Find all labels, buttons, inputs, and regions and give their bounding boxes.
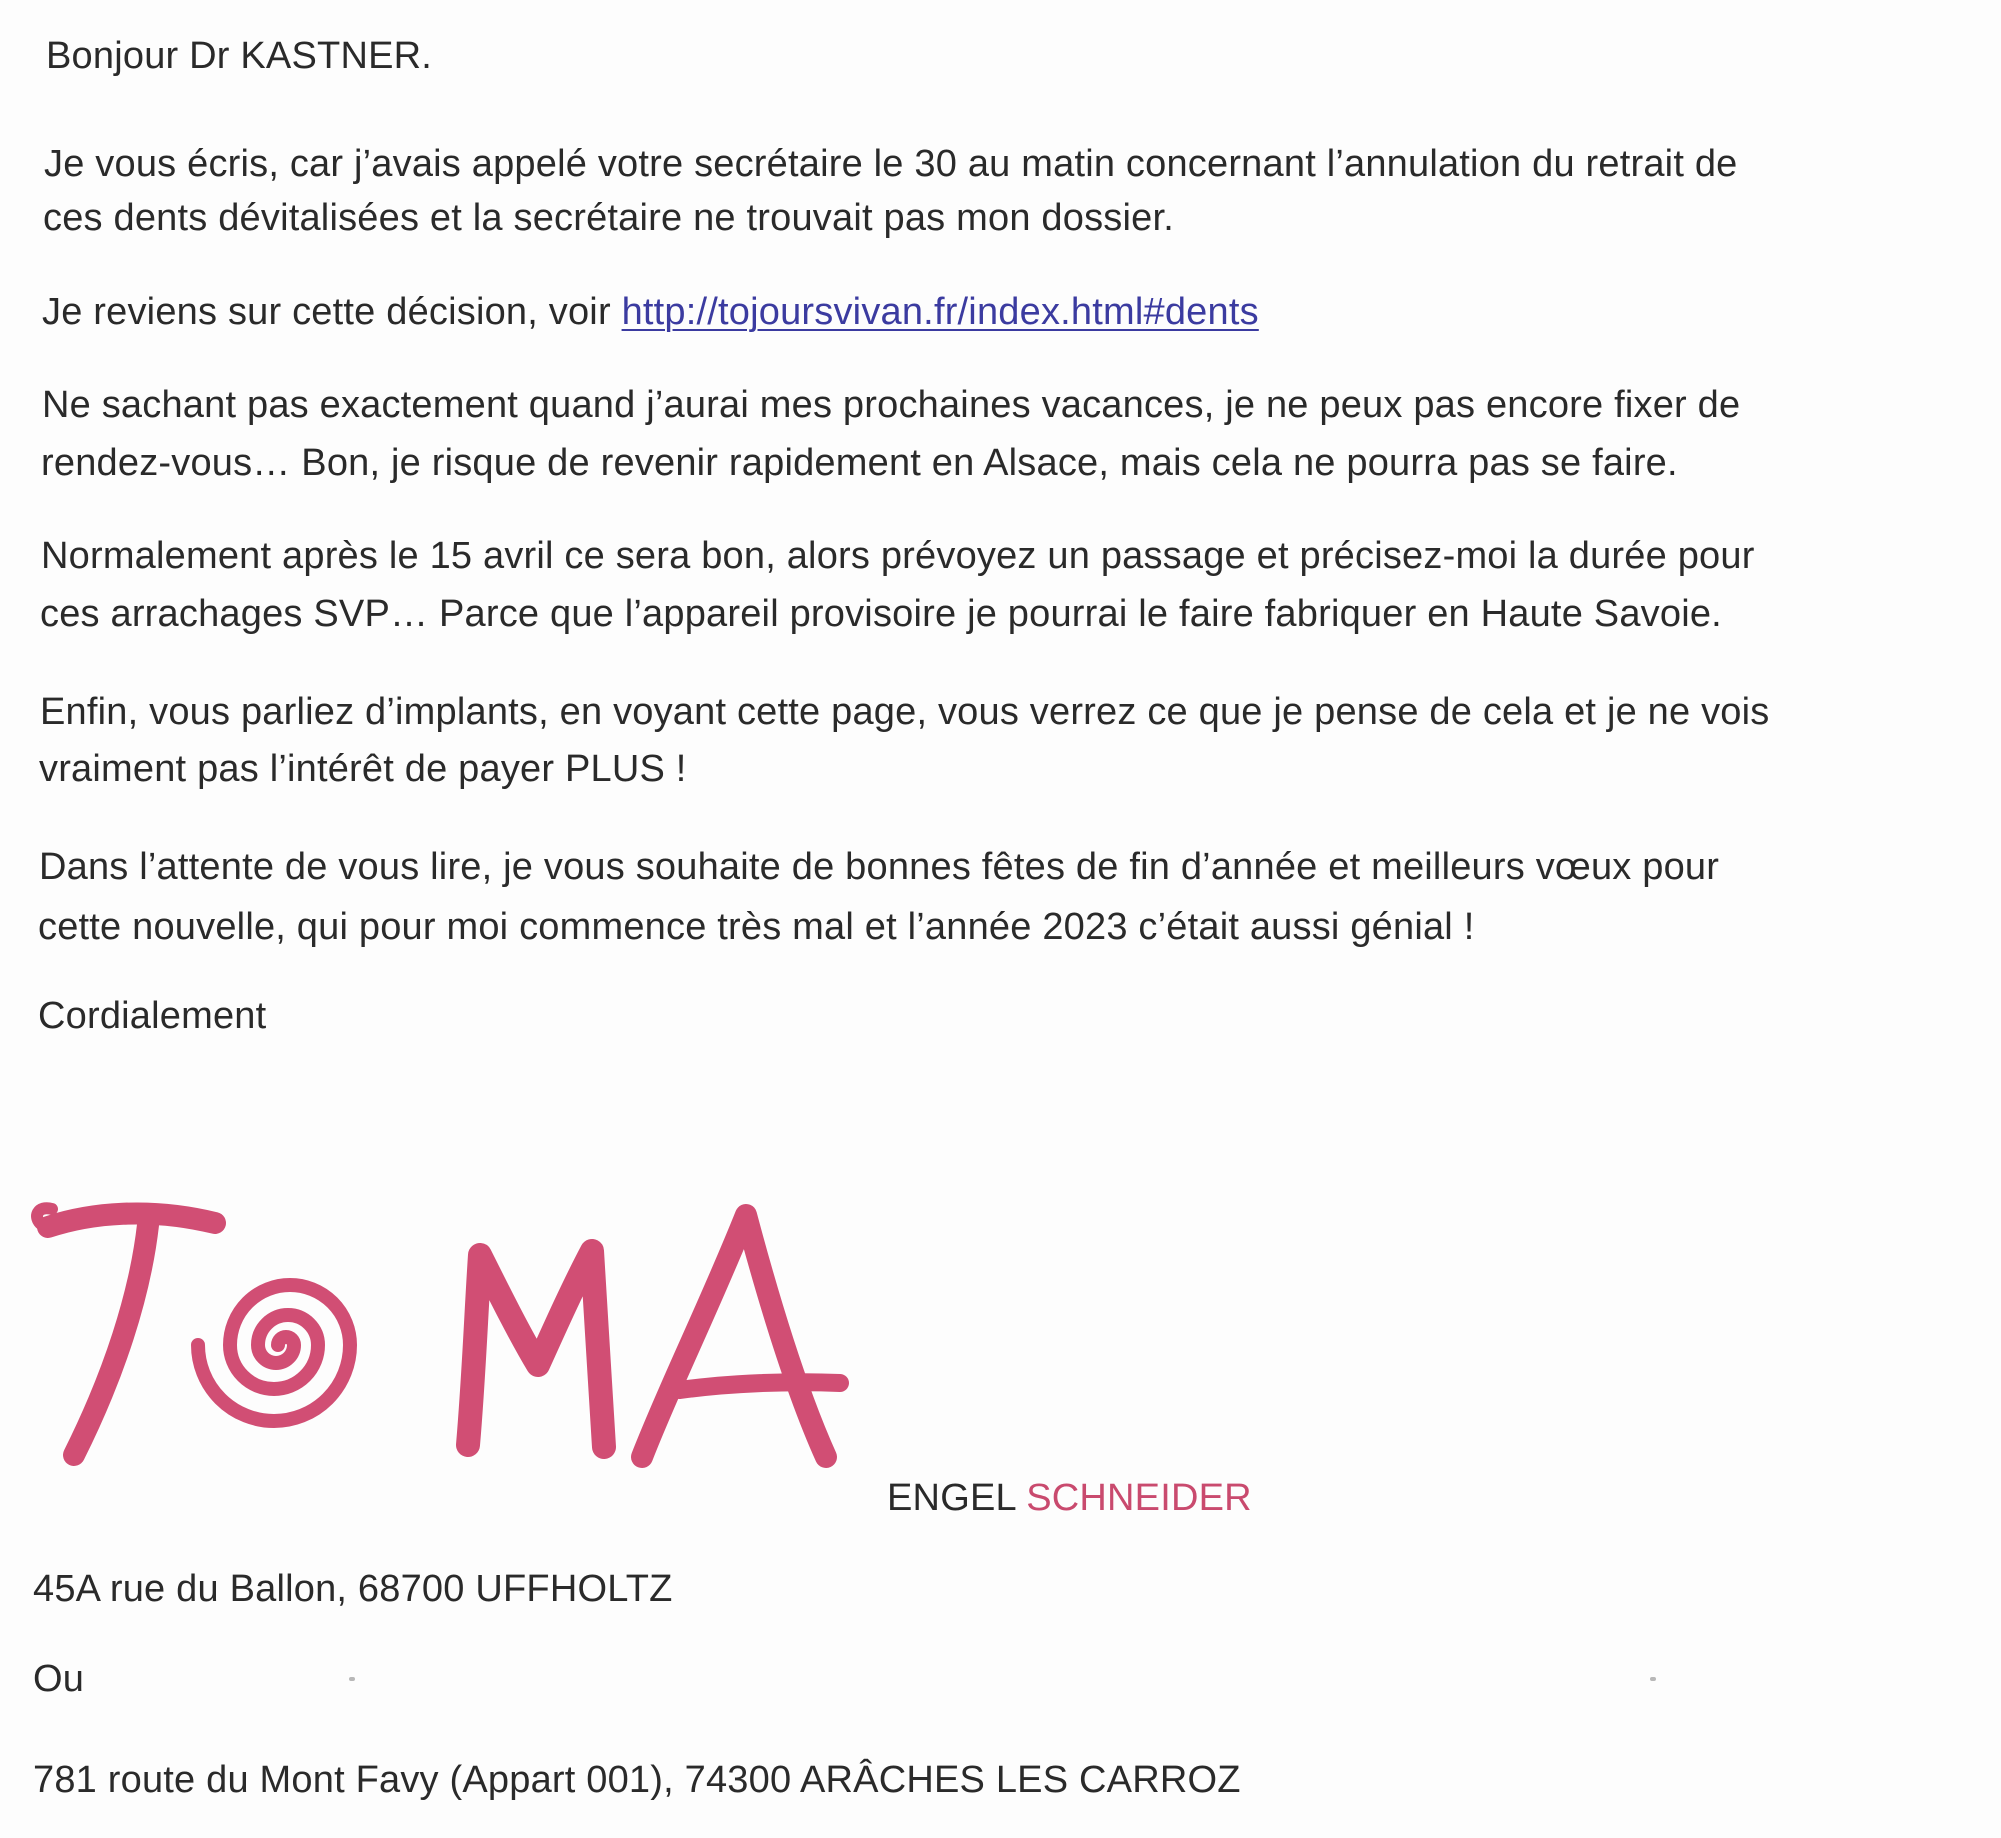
toma-spiral-logo-icon [30,1195,850,1495]
paragraph-3-line-2: rendez-vous… Bon, je risque de revenir rapidement en Alsace, mais cela ne pourra pas se faire. [41,442,1678,484]
closing: Cordialement [38,995,267,1037]
paragraph-3-line-1: Ne sachant pas exactement quand j’aurai mes prochaines vacances, je ne peux pas encore fixer de [42,384,1741,426]
signature-first-name: ENGEL [887,1477,1016,1519]
signature-last-name: SCHNEIDER [1026,1477,1252,1519]
address-separator: Ou [33,1658,85,1700]
paragraph-4-line-1: Normalement après le 15 avril ce sera bon, alors prévoyez un passage et précisez-moi la durée pour [41,535,1755,577]
paragraph-6-line-1: Dans l’attente de vous lire, je vous souhaite de bonnes fêtes de fin d’année et meilleurs vœux pour [39,846,1720,888]
paragraph-6-line-2: cette nouvelle, qui pour moi commence très mal et l’année 2023 c’était aussi génial ! [38,906,1475,948]
scan-speck [1650,1677,1656,1681]
signature-name [887,1476,1252,1520]
website-link[interactable]: http://tojoursvivan.fr/index.html#dents [621,291,1259,333]
paragraph-5-line-1: Enfin, vous parliez d’implants, en voyant cette page, vous verrez ce que je pense de cela et je ne vois [40,691,1770,733]
paragraph-2 [42,290,1259,334]
paragraph-1-line-1: Je vous écris, car j’avais appelé votre secrétaire le 30 au matin concernant l’annulation du retrait de [44,143,1738,185]
scan-speck [349,1677,355,1681]
paragraph-4-line-2: ces arrachages SVP… Parce que l’appareil provisoire je pourrai le faire fabriquer en Haute Savoie. [40,593,1722,635]
address-1: 45A rue du Ballon, 68700 UFFHOLTZ [33,1568,673,1610]
paragraph-1-line-2: ces dents dévitalisées et la secrétaire ne trouvait pas mon dossier. [43,197,1174,239]
address-2: 781 route du Mont Favy (Appart 001), 74300 ARÂCHES LES CARROZ [33,1759,1241,1801]
greeting: Bonjour Dr KASTNER. [46,35,433,77]
paragraph-5-line-2: vraiment pas l’intérêt de payer PLUS ! [39,748,687,790]
paragraph-2-text: Je reviens sur cette décision, voir [42,291,622,333]
